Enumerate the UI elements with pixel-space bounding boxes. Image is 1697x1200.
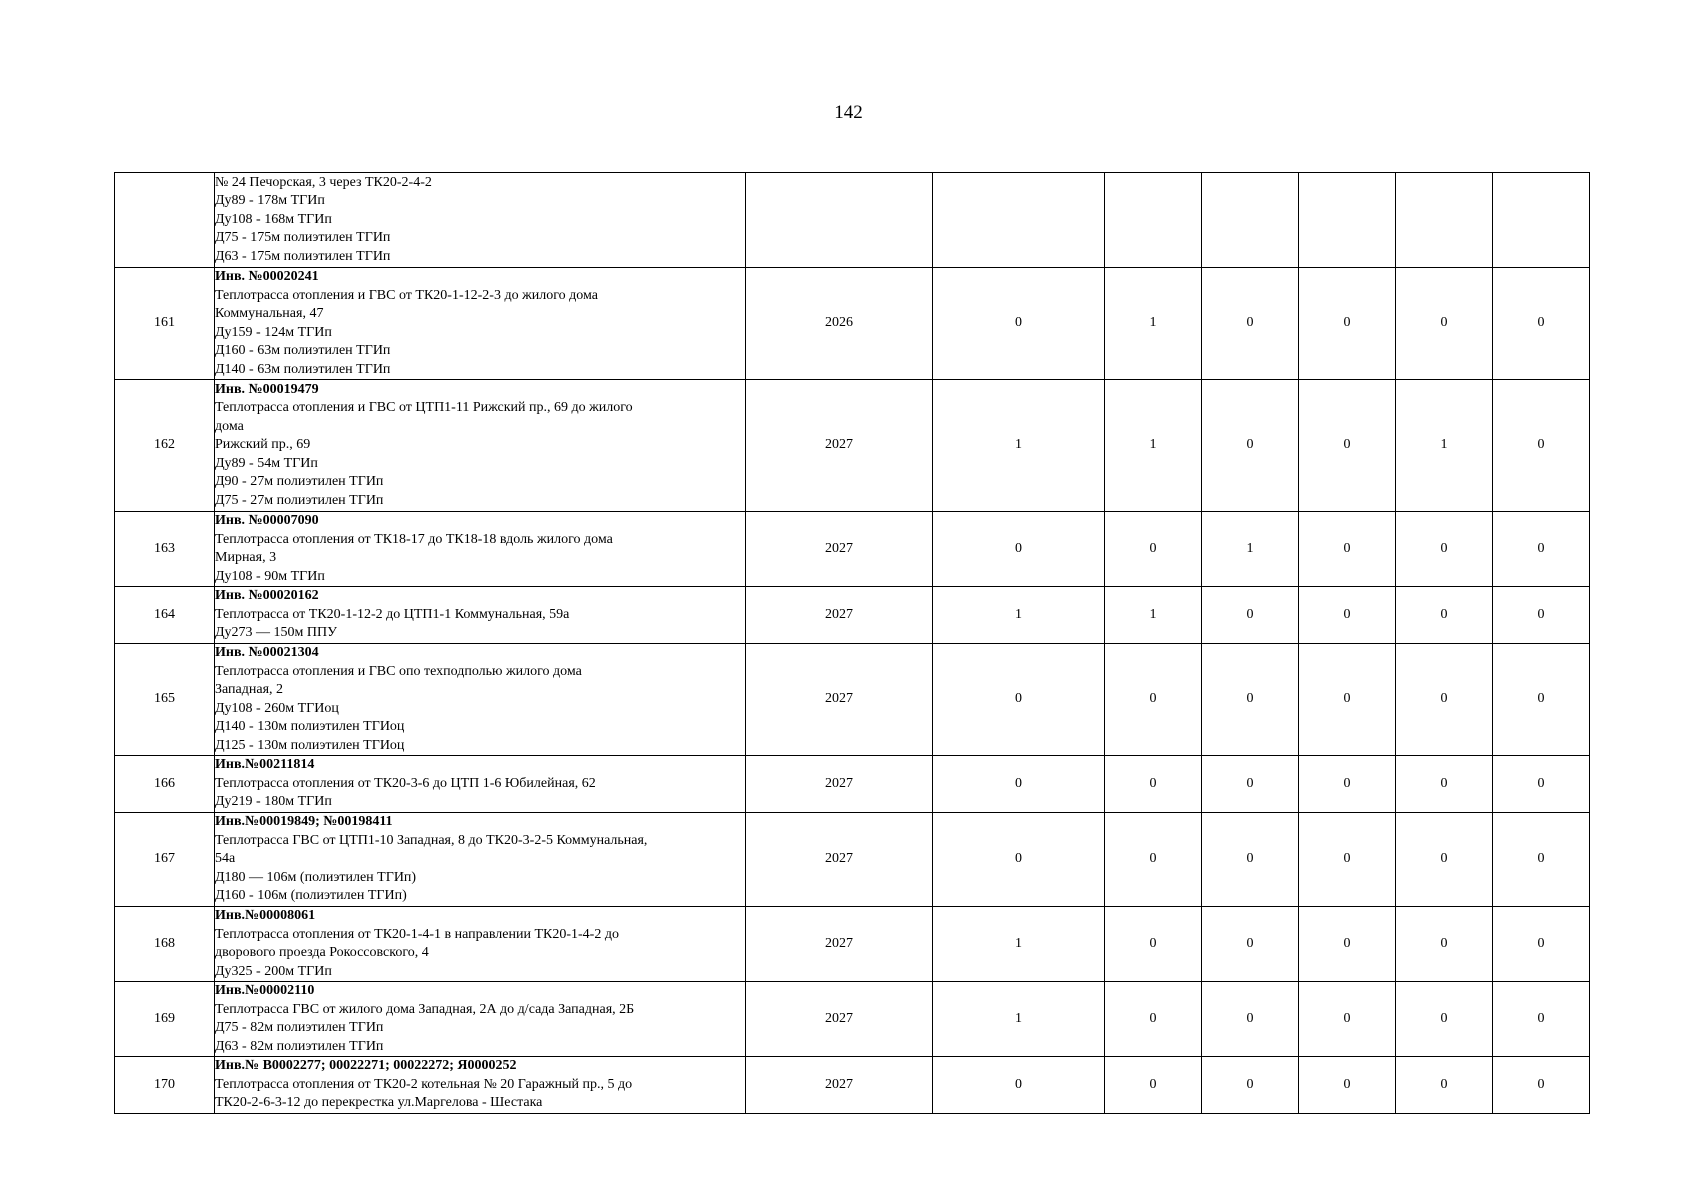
description-line: Ду159 - 124м ТГИп bbox=[215, 324, 332, 340]
row-number: 168 bbox=[115, 907, 215, 982]
description-line: Ду325 - 200м ТГИп bbox=[215, 963, 332, 979]
description-line: Д160 - 63м полиэтилен ТГИп bbox=[215, 343, 391, 358]
value-cell: 0 bbox=[1493, 982, 1590, 1057]
value-cell: 0 bbox=[1202, 756, 1299, 813]
value-cell: 0 bbox=[1493, 756, 1590, 813]
value-cell: 0 bbox=[1299, 907, 1396, 982]
value-cell: 1 bbox=[1105, 268, 1202, 380]
description-line: Теплотрасса отопления от ТК20-1-4-1 в направлении ТК20-1-4-2 до bbox=[215, 926, 619, 942]
value-cell: 1 bbox=[1202, 512, 1299, 587]
pipeline-description bbox=[215, 587, 746, 644]
table-row bbox=[115, 982, 1590, 1057]
pipeline-description bbox=[215, 512, 746, 587]
description-line: Теплотрасса ГВС от ЦТП1-10 Западная, 8 до ТК20-3-2-5 Коммунальная, bbox=[215, 832, 648, 848]
inventory-number: Инв. №00021304 bbox=[215, 645, 319, 660]
description-line: Д125 - 130м полиэтилен ТГИоц bbox=[215, 737, 405, 753]
year-cell: 2027 bbox=[746, 907, 933, 982]
description-line: Ду108 - 260м ТГИоц bbox=[215, 700, 339, 716]
inventory-number: Инв. №00019479 bbox=[215, 381, 319, 397]
description-line: Д160 - 106м (полиэтилен ТГИп) bbox=[215, 888, 407, 904]
table-row bbox=[115, 587, 1590, 644]
value-cell: 0 bbox=[1105, 907, 1202, 982]
row-number: 167 bbox=[115, 813, 215, 907]
value-cell: 0 bbox=[1396, 644, 1493, 756]
value-cell: 1 bbox=[933, 907, 1105, 982]
value-cell: 0 bbox=[1493, 907, 1590, 982]
description-line: Ду273 — 150м ППУ bbox=[215, 625, 338, 641]
value-cell bbox=[1105, 173, 1202, 268]
row-number: 170 bbox=[115, 1057, 215, 1114]
description-line: ТК20-2-6-3-12 до перекрестка ул.Маргелова - Шестака bbox=[215, 1095, 543, 1111]
inventory-number: Инв.№00002110 bbox=[215, 983, 315, 998]
pipeline-description bbox=[215, 380, 746, 512]
value-cell: 0 bbox=[1299, 982, 1396, 1057]
value-cell: 0 bbox=[1396, 587, 1493, 644]
value-cell: 0 bbox=[1396, 1057, 1493, 1114]
value-cell: 0 bbox=[933, 644, 1105, 756]
table-row bbox=[115, 644, 1590, 756]
value-cell: 0 bbox=[1299, 380, 1396, 512]
description-line: Д140 - 63м полиэтилен ТГИп bbox=[215, 361, 391, 377]
value-cell: 1 bbox=[933, 982, 1105, 1057]
year-cell: 2027 bbox=[746, 512, 933, 587]
inventory-number: Инв.№00008061 bbox=[215, 908, 316, 923]
description-line: Д63 - 82м полиэтилен ТГИп bbox=[215, 1038, 384, 1054]
table-row bbox=[115, 380, 1590, 512]
row-number: 163 bbox=[115, 512, 215, 587]
value-cell: 0 bbox=[1396, 756, 1493, 813]
table-body bbox=[115, 173, 1590, 1114]
value-cell: 0 bbox=[1493, 512, 1590, 587]
value-cell: 0 bbox=[1396, 268, 1493, 380]
value-cell: 0 bbox=[1299, 1057, 1396, 1114]
value-cell: 0 bbox=[1493, 1057, 1590, 1114]
value-cell: 0 bbox=[933, 756, 1105, 813]
pipeline-table bbox=[114, 172, 1590, 1114]
value-cell: 0 bbox=[1105, 813, 1202, 907]
description-line: Ду89 - 54м ТГИп bbox=[215, 455, 318, 471]
value-cell: 0 bbox=[1299, 512, 1396, 587]
description-line: Теплотрасса ГВС от жилого дома Западная, 2А до д/сада Западная, 2Б bbox=[215, 1001, 635, 1017]
description-line: Ду219 - 180м ТГИп bbox=[215, 794, 332, 810]
value-cell: 0 bbox=[1299, 268, 1396, 380]
description-line: Ду108 - 168м ТГИп bbox=[215, 211, 332, 227]
page-number: 142 bbox=[834, 102, 863, 123]
value-cell bbox=[1299, 173, 1396, 268]
row-number: 164 bbox=[115, 587, 215, 644]
pipeline-description bbox=[215, 756, 746, 813]
pipeline-description bbox=[215, 813, 746, 907]
pipeline-description bbox=[215, 173, 746, 268]
value-cell: 0 bbox=[1105, 512, 1202, 587]
value-cell: 1 bbox=[933, 587, 1105, 644]
year-cell bbox=[746, 173, 933, 268]
year-cell: 2027 bbox=[746, 756, 933, 813]
description-line: Теплотрасса отопления и ГВС опо техподполью жилого дома bbox=[215, 663, 582, 679]
value-cell: 1 bbox=[1396, 380, 1493, 512]
description-line: Теплотрасса отопления и ГВС от ТК20-1-12-2-3 до жилого дома bbox=[215, 287, 598, 303]
value-cell: 0 bbox=[1493, 644, 1590, 756]
value-cell: 0 bbox=[1202, 268, 1299, 380]
year-cell: 2027 bbox=[746, 644, 933, 756]
year-cell: 2027 bbox=[746, 1057, 933, 1114]
value-cell: 0 bbox=[933, 268, 1105, 380]
value-cell: 0 bbox=[1396, 512, 1493, 587]
table-row bbox=[115, 512, 1590, 587]
value-cell: 0 bbox=[1493, 587, 1590, 644]
description-line: Теплотрасса отопления и ГВС от ЦТП1-11 Рижский пр., 69 до жилого bbox=[215, 400, 633, 416]
description-line: Д75 - 175м полиэтилен ТГИп bbox=[215, 230, 391, 246]
value-cell: 0 bbox=[1202, 982, 1299, 1057]
value-cell: 0 bbox=[1493, 380, 1590, 512]
description-line: Теплотрасса отопления от ТК18-17 до ТК18-18 вдоль жилого дома bbox=[215, 531, 613, 547]
pipeline-description bbox=[215, 1057, 746, 1114]
description-line: Ду108 - 90м ТГИп bbox=[215, 568, 325, 584]
table-row bbox=[115, 756, 1590, 813]
year-cell: 2027 bbox=[746, 587, 933, 644]
inventory-number: Инв. №00007090 bbox=[215, 513, 319, 528]
value-cell: 0 bbox=[1202, 380, 1299, 512]
value-cell: 0 bbox=[1202, 907, 1299, 982]
description-line: Коммунальная, 47 bbox=[215, 306, 324, 321]
description-line: № 24 Печорская, 3 через ТК20-2-4-2 bbox=[215, 174, 432, 190]
inventory-number: Инв.№00019849; №00198411 bbox=[215, 814, 393, 830]
year-cell: 2027 bbox=[746, 380, 933, 512]
description-line: Д90 - 27м полиэтилен ТГИп bbox=[215, 474, 384, 490]
pipeline-description bbox=[215, 644, 746, 756]
description-line: 54а bbox=[215, 851, 236, 867]
description-line: Д140 - 130м полиэтилен ТГИоц bbox=[215, 719, 405, 734]
value-cell: 0 bbox=[1299, 756, 1396, 813]
value-cell: 0 bbox=[1202, 644, 1299, 756]
table-row bbox=[115, 173, 1590, 268]
pipeline-description bbox=[215, 982, 746, 1057]
table-row bbox=[115, 813, 1590, 907]
description-line: дома bbox=[215, 418, 244, 434]
inventory-number: Инв. №00020241 bbox=[215, 269, 319, 284]
value-cell: 0 bbox=[1202, 813, 1299, 907]
value-cell bbox=[1202, 173, 1299, 268]
value-cell: 0 bbox=[1396, 907, 1493, 982]
row-number: 169 bbox=[115, 982, 215, 1057]
value-cell: 0 bbox=[1105, 756, 1202, 813]
description-line: Д63 - 175м полиэтилен ТГИп bbox=[215, 248, 391, 264]
pipeline-description bbox=[215, 268, 746, 380]
value-cell: 0 bbox=[933, 512, 1105, 587]
description-line: Теплотрасса отопления от ТК20-2 котельная № 20 Гаражный пр., 5 до bbox=[215, 1076, 633, 1092]
value-cell: 0 bbox=[1396, 813, 1493, 907]
value-cell: 0 bbox=[1299, 587, 1396, 644]
value-cell: 1 bbox=[1105, 587, 1202, 644]
table-row bbox=[115, 268, 1590, 380]
value-cell: 1 bbox=[1105, 380, 1202, 512]
value-cell: 0 bbox=[933, 813, 1105, 907]
inventory-number: Инв.№00211814 bbox=[215, 757, 315, 773]
year-cell: 2026 bbox=[746, 268, 933, 380]
row-number: 161 bbox=[115, 268, 215, 380]
value-cell: 0 bbox=[1299, 813, 1396, 907]
value-cell: 0 bbox=[1202, 587, 1299, 644]
value-cell bbox=[1396, 173, 1493, 268]
description-line: Западная, 2 bbox=[215, 682, 284, 697]
description-line: Теплотрасса от ТК20-1-12-2 до ЦТП1-1 Коммунальная, 59а bbox=[215, 606, 570, 622]
value-cell: 0 bbox=[1105, 982, 1202, 1057]
description-line: Д75 - 82м полиэтилен ТГИп bbox=[215, 1020, 384, 1035]
description-line: Мирная, 3 bbox=[215, 550, 277, 565]
row-number: 162 bbox=[115, 380, 215, 512]
description-line: Рижский пр., 69 bbox=[215, 437, 311, 453]
value-cell bbox=[933, 173, 1105, 268]
value-cell bbox=[1493, 173, 1590, 268]
inventory-number: Инв. №00020162 bbox=[215, 588, 319, 604]
table-row bbox=[115, 907, 1590, 982]
inventory-number: Инв.№ В0002277; 00022271; 00022272; Я0000252 bbox=[215, 1058, 517, 1074]
value-cell: 0 bbox=[1299, 644, 1396, 756]
value-cell: 0 bbox=[1105, 644, 1202, 756]
value-cell: 0 bbox=[1105, 1057, 1202, 1114]
value-cell: 0 bbox=[1396, 982, 1493, 1057]
description-line: Теплотрасса отопления от ТК20-3-6 до ЦТП 1-6 Юбилейная, 62 bbox=[215, 775, 596, 791]
year-cell: 2027 bbox=[746, 982, 933, 1057]
value-cell: 1 bbox=[933, 380, 1105, 512]
description-line: Д75 - 27м полиэтилен ТГИп bbox=[215, 492, 384, 508]
value-cell: 0 bbox=[1493, 268, 1590, 380]
description-line: Ду89 - 178м ТГИп bbox=[215, 193, 325, 209]
table-row bbox=[115, 1057, 1590, 1114]
row-number: 166 bbox=[115, 756, 215, 813]
value-cell: 0 bbox=[933, 1057, 1105, 1114]
value-cell: 0 bbox=[1202, 1057, 1299, 1114]
row-number bbox=[115, 173, 215, 268]
row-number: 165 bbox=[115, 644, 215, 756]
year-cell: 2027 bbox=[746, 813, 933, 907]
description-line: дворового проезда Рокоссовского, 4 bbox=[215, 945, 429, 960]
pipeline-description bbox=[215, 907, 746, 982]
description-line: Д180 — 106м (полиэтилен ТГИп) bbox=[215, 869, 417, 885]
value-cell: 0 bbox=[1493, 813, 1590, 907]
